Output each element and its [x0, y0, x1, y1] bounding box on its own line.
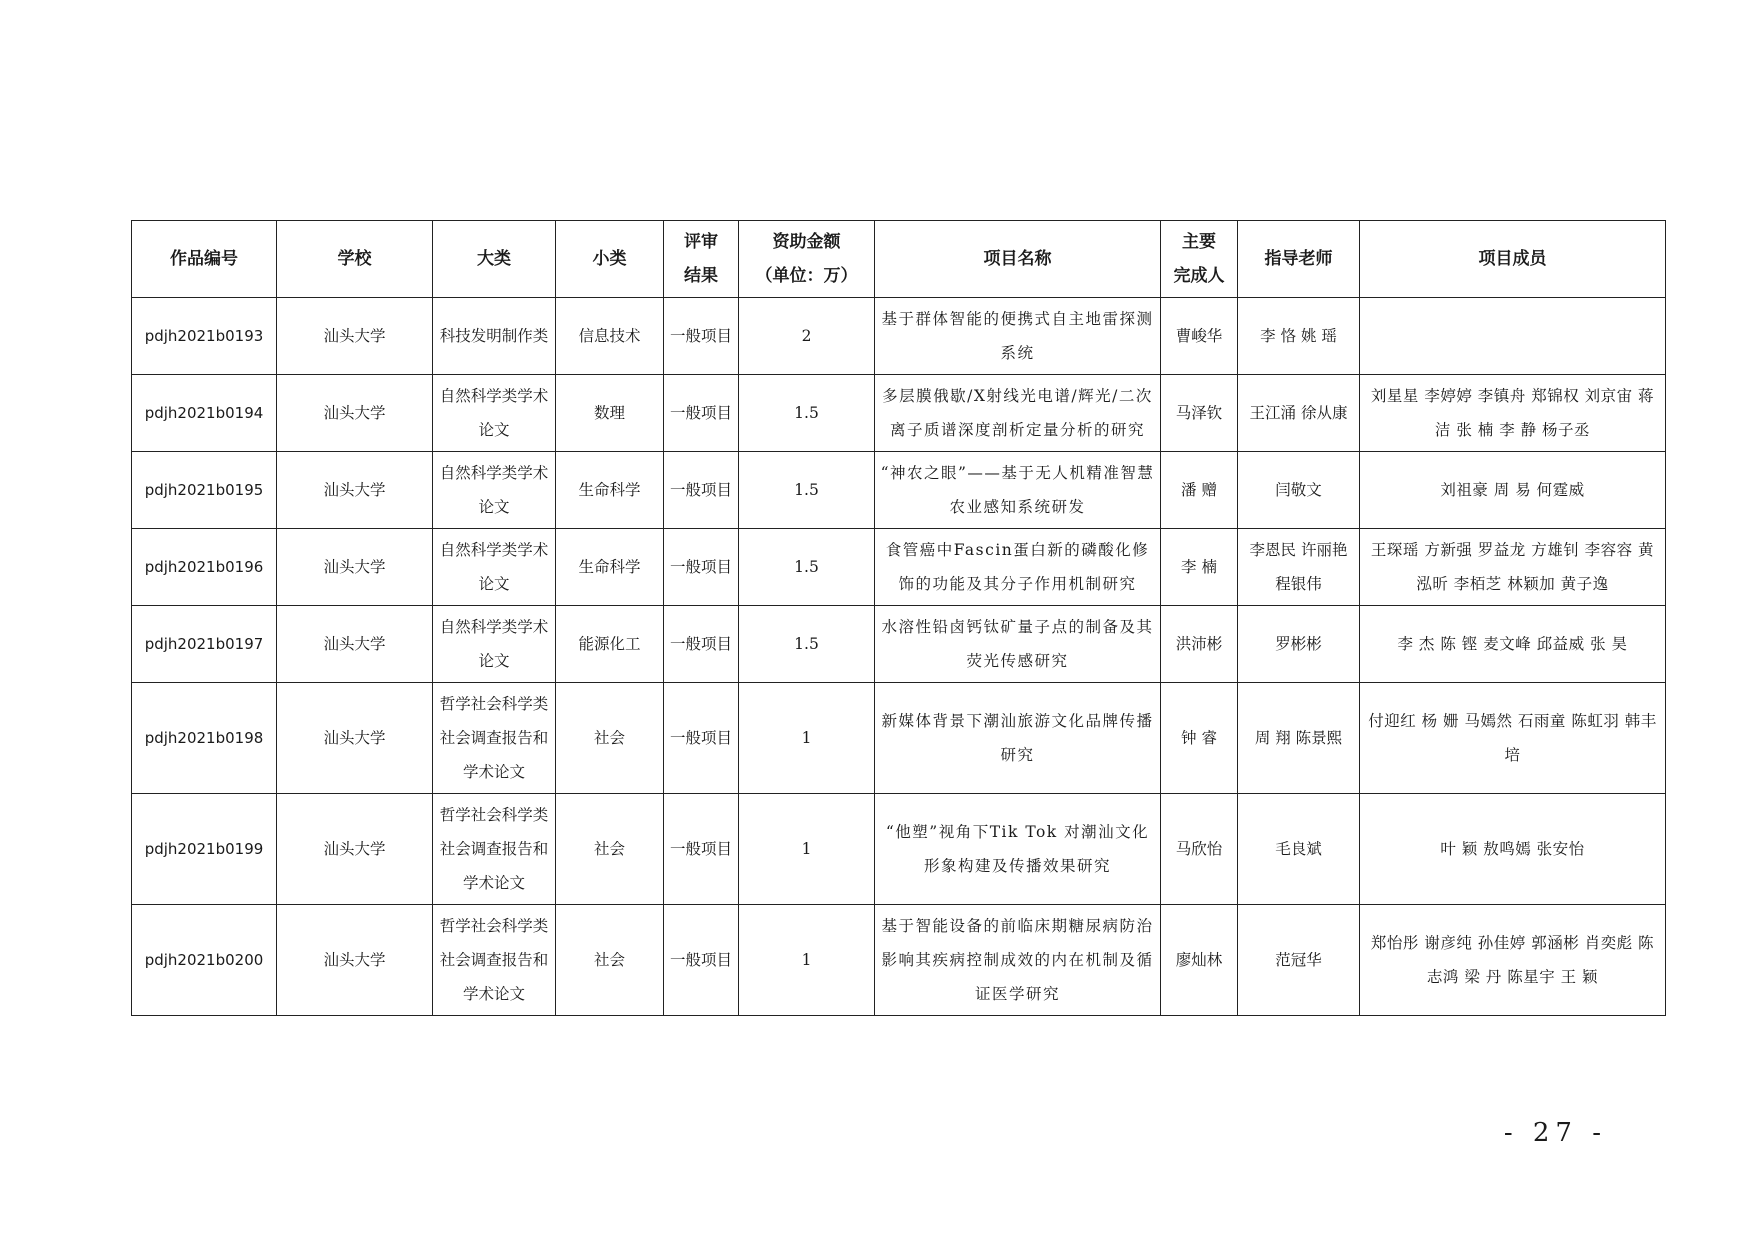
- header-amount-line2: （单位：万）: [755, 266, 858, 286]
- cell-project: 基于群体智能的便携式自主地雷探测系统: [875, 298, 1161, 375]
- cell-category: 哲学社会科学类社会调查报告和学术论文: [433, 905, 556, 1016]
- header-amount-line1: 资助金额: [772, 232, 841, 252]
- header-result: [664, 221, 739, 298]
- cell-subcategory: 社会: [556, 905, 664, 1016]
- cell-id: pdjh2021b0196: [132, 529, 277, 606]
- header-row: [132, 221, 1666, 298]
- cell-members: 刘祖豪 周 易 何霆威: [1360, 452, 1666, 529]
- cell-subcategory: 生命科学: [556, 529, 664, 606]
- cell-lead: 李 楠: [1161, 529, 1238, 606]
- cell-school: 汕头大学: [277, 794, 433, 905]
- cell-advisor: 李 恪 姚 瑶: [1238, 298, 1360, 375]
- table-row: [132, 794, 1666, 905]
- cell-members: 付迎红 杨 姗 马嫣然 石雨童 陈虹羽 韩丰培: [1360, 683, 1666, 794]
- cell-amount: 1.5: [739, 375, 875, 452]
- cell-category: 科技发明制作类: [433, 298, 556, 375]
- cell-subcategory: 信息技术: [556, 298, 664, 375]
- cell-result: 一般项目: [664, 452, 739, 529]
- cell-amount: 2: [739, 298, 875, 375]
- table-row: [132, 375, 1666, 452]
- cell-lead: 廖灿林: [1161, 905, 1238, 1016]
- cell-school: 汕头大学: [277, 606, 433, 683]
- cell-result: 一般项目: [664, 683, 739, 794]
- cell-result: 一般项目: [664, 298, 739, 375]
- cell-subcategory: 数理: [556, 375, 664, 452]
- cell-category: 自然科学类学术论文: [433, 375, 556, 452]
- cell-lead: 潘 赠: [1161, 452, 1238, 529]
- cell-school: 汕头大学: [277, 683, 433, 794]
- cell-id: pdjh2021b0200: [132, 905, 277, 1016]
- cell-subcategory: 生命科学: [556, 452, 664, 529]
- table-row: [132, 529, 1666, 606]
- header-lead: [1161, 221, 1238, 298]
- cell-lead: 马泽钦: [1161, 375, 1238, 452]
- table-row: [132, 452, 1666, 529]
- header-lead-line1: 主要: [1182, 232, 1216, 252]
- cell-result: 一般项目: [664, 794, 739, 905]
- header-members: 项目成员: [1360, 221, 1666, 298]
- cell-members: 李 杰 陈 铿 麦文峰 邱益威 张 昊: [1360, 606, 1666, 683]
- cell-project: 新媒体背景下潮汕旅游文化品牌传播研究: [875, 683, 1161, 794]
- cell-school: 汕头大学: [277, 452, 433, 529]
- header-advisor: 指导老师: [1238, 221, 1360, 298]
- cell-category: 哲学社会科学类社会调查报告和学术论文: [433, 683, 556, 794]
- table-row: [132, 683, 1666, 794]
- cell-amount: 1: [739, 905, 875, 1016]
- cell-project: 多层膜俄歇/X射线光电谱/辉光/二次离子质谱深度剖析定量分析的研究: [875, 375, 1161, 452]
- project-table: [131, 220, 1666, 1016]
- cell-advisor: 罗彬彬: [1238, 606, 1360, 683]
- table-row: [132, 298, 1666, 375]
- cell-subcategory: 社会: [556, 794, 664, 905]
- cell-id: pdjh2021b0195: [132, 452, 277, 529]
- cell-category: 自然科学类学术论文: [433, 529, 556, 606]
- cell-lead: 洪沛彬: [1161, 606, 1238, 683]
- cell-advisor: 闫敬文: [1238, 452, 1360, 529]
- cell-id: pdjh2021b0199: [132, 794, 277, 905]
- cell-lead: 钟 睿: [1161, 683, 1238, 794]
- cell-school: 汕头大学: [277, 375, 433, 452]
- cell-result: 一般项目: [664, 606, 739, 683]
- cell-amount: 1.5: [739, 452, 875, 529]
- cell-id: pdjh2021b0198: [132, 683, 277, 794]
- cell-advisor: 范冠华: [1238, 905, 1360, 1016]
- cell-advisor: 李恩民 许丽艳 程银伟: [1238, 529, 1360, 606]
- cell-advisor: 王江涌 徐从康: [1238, 375, 1360, 452]
- table-row: [132, 905, 1666, 1016]
- cell-members: [1360, 298, 1666, 375]
- header-school: 学校: [277, 221, 433, 298]
- header-lead-line2: 完成人: [1173, 266, 1225, 286]
- cell-amount: 1: [739, 794, 875, 905]
- cell-project: 水溶性铅卤钙钛矿量子点的制备及其荧光传感研究: [875, 606, 1161, 683]
- cell-subcategory: 社会: [556, 683, 664, 794]
- cell-school: 汕头大学: [277, 529, 433, 606]
- header-subcategory: 小类: [556, 221, 664, 298]
- header-result-line2: 结果: [684, 266, 718, 286]
- cell-members: 叶 颖 敖鸣嫣 张安怡: [1360, 794, 1666, 905]
- table-row: [132, 606, 1666, 683]
- cell-project: “他塑”视角下Tik Tok 对潮汕文化形象构建及传播效果研究: [875, 794, 1161, 905]
- cell-project: 食管癌中Fascin蛋白新的磷酸化修饰的功能及其分子作用机制研究: [875, 529, 1161, 606]
- cell-result: 一般项目: [664, 905, 739, 1016]
- header-amount: [739, 221, 875, 298]
- cell-lead: 曹峻华: [1161, 298, 1238, 375]
- cell-subcategory: 能源化工: [556, 606, 664, 683]
- cell-project: “神农之眼”——基于无人机精准智慧农业感知系统研发: [875, 452, 1161, 529]
- page-number: - 27 -: [1503, 1118, 1607, 1148]
- cell-lead: 马欣怡: [1161, 794, 1238, 905]
- cell-amount: 1.5: [739, 606, 875, 683]
- cell-id: pdjh2021b0193: [132, 298, 277, 375]
- cell-id: pdjh2021b0194: [132, 375, 277, 452]
- cell-amount: 1: [739, 683, 875, 794]
- header-id: 作品编号: [132, 221, 277, 298]
- cell-advisor: 周 翔 陈景熙: [1238, 683, 1360, 794]
- header-project: 项目名称: [875, 221, 1161, 298]
- cell-members: 王琛瑶 方新强 罗益龙 方雄钊 李容容 黄泓昕 李栢芝 林颖加 黄子逸: [1360, 529, 1666, 606]
- cell-project: 基于智能设备的前临床期糖尿病防治影响其疾病控制成效的内在机制及循证医学研究: [875, 905, 1161, 1016]
- cell-category: 自然科学类学术论文: [433, 606, 556, 683]
- cell-school: 汕头大学: [277, 298, 433, 375]
- cell-result: 一般项目: [664, 375, 739, 452]
- cell-members: 刘星星 李婷婷 李镇舟 郑锦权 刘京宙 蒋 洁 张 楠 李 静 杨子丞: [1360, 375, 1666, 452]
- header-category: 大类: [433, 221, 556, 298]
- cell-members: 郑怡彤 谢彦纯 孙佳婷 郭涵彬 肖奕彪 陈志鸿 梁 丹 陈星宇 王 颖: [1360, 905, 1666, 1016]
- cell-result: 一般项目: [664, 529, 739, 606]
- cell-id: pdjh2021b0197: [132, 606, 277, 683]
- cell-advisor: 毛良斌: [1238, 794, 1360, 905]
- cell-category: 哲学社会科学类社会调查报告和学术论文: [433, 794, 556, 905]
- cell-school: 汕头大学: [277, 905, 433, 1016]
- header-result-line1: 评审: [684, 232, 718, 252]
- cell-category: 自然科学类学术论文: [433, 452, 556, 529]
- cell-amount: 1.5: [739, 529, 875, 606]
